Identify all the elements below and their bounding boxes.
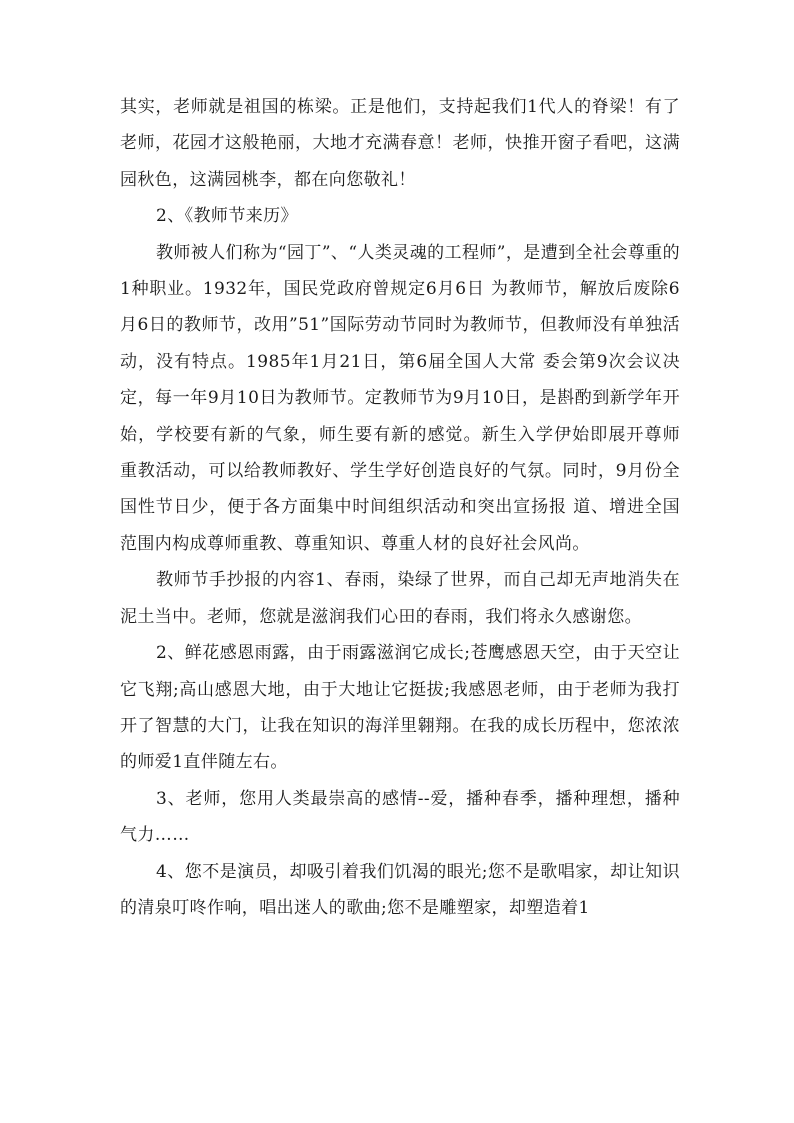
paragraph-content-item-2: 2、鲜花感恩雨露，由于雨露滋润它成长;苍鹰感恩天空，由于天空让它飞翔;高山感恩大地，由于大地让它挺拔;我感恩老师，由于老师为我打开了智慧的大门，让我在知识的海洋里翱翔。在我的成长历程中，您浓浓的师爱1直伴随左右。 xyxy=(120,643,680,773)
document-body xyxy=(120,89,680,926)
paragraph-content-item-1: 教师节手抄报的内容1、春雨，染绿了世界，而自己却无声地消失在泥土当中。老师，您就是滋润我们心田的春雨，我们将永久感谢您。 xyxy=(120,570,680,627)
paragraph-closing-praise: 其实，老师就是祖国的栋梁。正是他们，支持起我们1代人的脊梁！有了老师，花园才这般艳丽，大地才充满春意！老师，快推开窗子看吧，这满园秋色，这满园桃李，都在向您敬礼！ xyxy=(120,97,680,190)
section-heading-teachers-day-origin: 2、《教师节来历》 xyxy=(156,206,298,227)
paragraph-content-item-3: 3、老师，您用人类最崇高的感情--爱，播种春季，播种理想，播种气力…… xyxy=(120,788,680,846)
paragraph-content-item-4: 4、您不是演员，却吸引着我们饥渴的眼光;您不是歌唱家，却让知识的清泉叮咚作响，唱出迷人的歌曲;您不是雕塑家，却塑造着1 xyxy=(120,861,680,918)
paragraph-teachers-day-history: 教师被人们称为“园丁”、“人类灵魂的工程师”，是遭到全社会尊重的1种职业。1932年，国民党政府曾规定6月6日 为教师节，解放后废除6月6日的教师节，改用”51”国际劳动节同时为教师节，但教师没有单独活动，没有特点。1985年1月21日，第6届全国人大常 委会第9次会议决定，每一年9月10日为教师节。定教师节为9月10日，是斟酌到新学年开始，学校要有新的气象，师生要有新的感觉。新生入学伊始即展开尊师 重教活动，可以给教师教好、学生学好创造良好的气氛。同时，9月份全国性节日少，便于各方面集中时间组织活动和突出宣扬报 道、增进全国范围内构成尊师重教、尊重知识、尊重人材的良好社会风尚。 xyxy=(120,242,680,554)
